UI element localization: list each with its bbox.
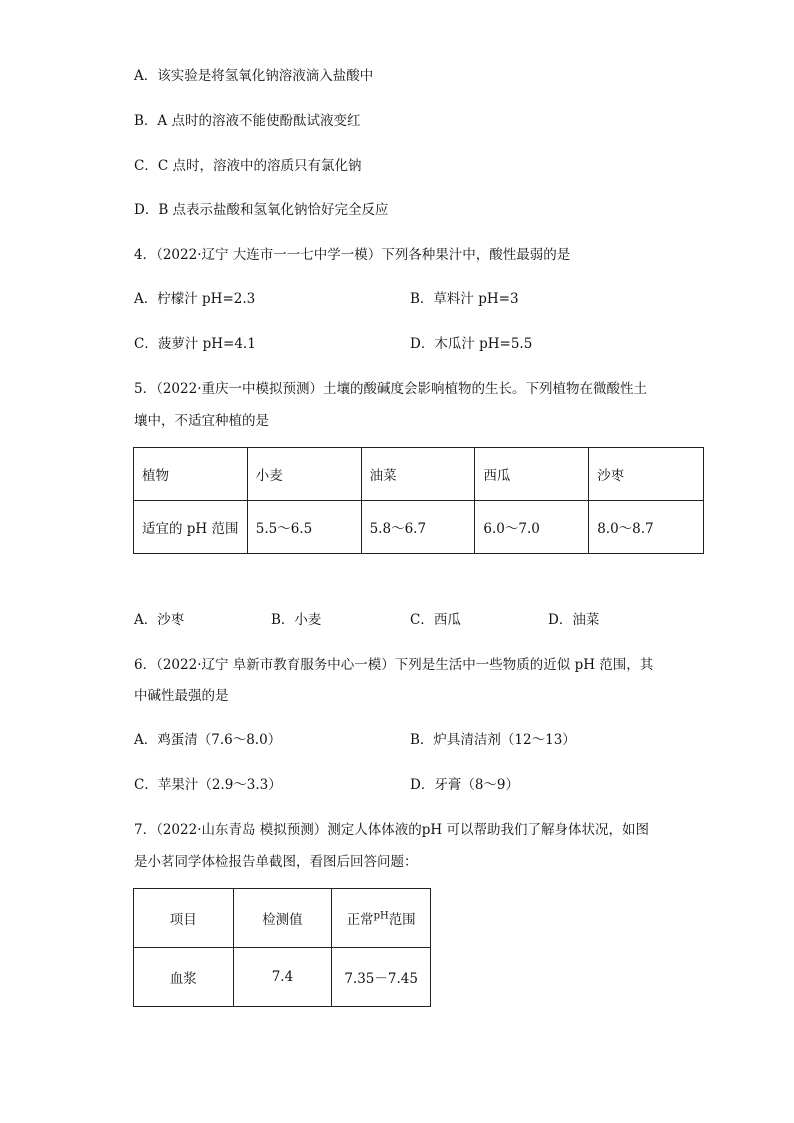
q6-stem-line2: 中碱性最强的是 (134, 688, 229, 704)
table-header-cell (332, 889, 431, 948)
q3-option-b: B．A 点时的溶液不能使酚酞试液变红 (134, 113, 361, 129)
table-cell: 5.5～6.5 (247, 501, 361, 554)
q5-option-a: A．沙枣 (134, 612, 185, 628)
q4-stem: 4．（2022·辽宁 大连市一一七中学一模）下列各种果汁中，酸性最弱的是 (134, 247, 571, 263)
table-header-cell: 项目 (134, 889, 234, 948)
table-cell: 7.4 (233, 948, 332, 1007)
blood-test-table (133, 888, 431, 1007)
q6-option-b: B．炉具清洁剂（12～13） (410, 732, 576, 748)
table-cell: 7.35－7.45 (332, 948, 431, 1007)
q4-option-a: A．柠檬汁 pH=2.3 (134, 291, 256, 307)
q5-stem-line2: 壤中，不适宜种植的是 (134, 413, 269, 429)
table-header-cell: 检测值 (233, 889, 332, 948)
table-cell: 适宜的 pH 范围 (134, 501, 248, 554)
q7-stem-line1: 7．（2022·山东青岛 模拟预测）测定人体体液的pH 可以帮助我们了解身体状况，如图 (134, 822, 649, 838)
table-row (134, 448, 704, 501)
q5-stem-line1: 5．（2022·重庆一中模拟预测）土壤的酸碱度会影响植物的生长。下列植物在微酸性土 (134, 381, 647, 397)
q4-option-b: B．草料汁 pH=3 (410, 291, 519, 307)
table-cell: 6.0～7.0 (475, 501, 589, 554)
q3-option-a: A．该实验是将氢氧化钠溶液滴入盐酸中 (134, 68, 374, 84)
q5-option-c: C．西瓜 (410, 612, 461, 628)
plant-ph-table (133, 447, 704, 554)
table-header-cell: 油菜 (361, 448, 475, 501)
q6-option-a: A．鸡蛋清（7.6～8.0） (134, 732, 282, 748)
q7-stem-line2: 是小茗同学体检报告单截图，看图后回答问题： (134, 854, 418, 870)
q6-option-c: C．苹果汁（2.9～3.3） (134, 777, 282, 793)
table-cell: 8.0～8.7 (589, 501, 704, 554)
q5-option-d: D．油菜 (548, 612, 600, 628)
table-row (134, 948, 431, 1007)
q4-option-c: C．菠萝汁 pH=4.1 (134, 336, 256, 352)
table-header-cell: 植物 (134, 448, 248, 501)
table-header-cell: 西瓜 (475, 448, 589, 501)
table-cell: 血浆 (134, 948, 234, 1007)
table-row (134, 889, 431, 948)
ph-superscript: pH (373, 910, 389, 922)
q6-option-d: D．牙膏（8～9） (410, 777, 520, 793)
q6-stem-line1: 6．（2022·辽宁 阜新市教育服务中心一模）下列是生活中一些物质的近似 pH 范围，其 (134, 657, 654, 673)
q4-option-d: D．木瓜汁 pH=5.5 (410, 336, 533, 352)
q3-option-c: C．C 点时，溶液中的溶质只有氯化钠 (134, 158, 362, 174)
q5-option-b: B．小麦 (271, 612, 322, 628)
table-header-cell: 沙枣 (589, 448, 704, 501)
table-cell: 5.8～6.7 (361, 501, 475, 554)
table-row (134, 501, 704, 554)
header-suffix: 范围 (388, 912, 416, 928)
header-prefix: 正常 (346, 912, 374, 928)
table-header-cell: 小麦 (247, 448, 361, 501)
q3-option-d: D．B 点表示盐酸和氢氧化钠恰好完全反应 (134, 202, 389, 218)
